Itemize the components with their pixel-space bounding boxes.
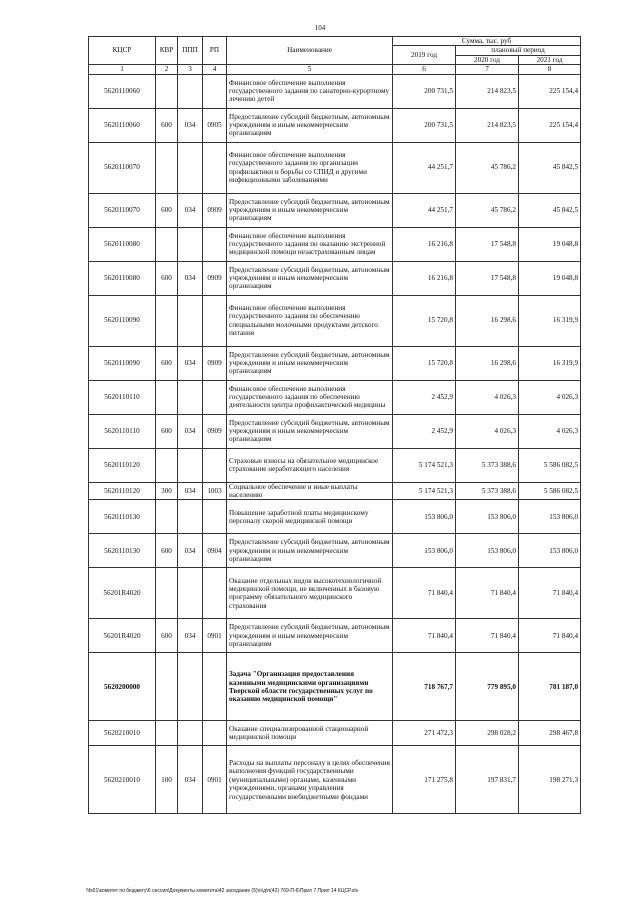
cell-name: Предоставление субсидий бюджетным, автономным учреждениям и иным некоммерческим организациям [227,534,393,568]
cell-2021: 4 026,3 [519,414,581,448]
cell-2021: 4 026,3 [519,380,581,414]
cell-name: Расходы на выплаты персоналу в целях обеспечения выполнения функций государственными (муниципальными) органами, казенными учреждениями, органами управления государственными внебюджетными фондами [227,746,393,814]
cell-2020: 4 026,3 [456,380,519,414]
cell-2019: 71 840,4 [393,568,456,619]
cell-ppp: 034 [178,746,203,814]
cell-name: Финансовое обеспечение выполнения государственного задания по санаторно-курортному лечению детей [227,74,393,108]
cell-2019: 153 806,0 [393,534,456,568]
column-number: 8 [519,65,581,74]
cell-2019: 16 216,8 [393,261,456,295]
cell-2021: 45 842,5 [519,193,581,227]
table-row [89,482,581,500]
cell-name: Предоставление субсидий бюджетным, автономным учреждениям и иным некоммерческим организациям [227,193,393,227]
cell-kcsr: 5620110090 [89,295,156,346]
cell-rp [203,295,227,346]
cell-kvr [156,500,178,534]
cell-2020: 45 786,2 [456,142,519,193]
header-name: Наименование [227,37,393,65]
cell-kcsr: 5620110070 [89,193,156,227]
cell-2019: 71 840,4 [393,619,456,653]
cell-2019: 5 174 521,3 [393,482,456,500]
table-row [89,534,581,568]
cell-ppp: 034 [178,261,203,295]
cell-2021: 16 319,9 [519,295,581,346]
cell-2020: 45 786,2 [456,193,519,227]
cell-ppp: 034 [178,534,203,568]
cell-kcsr: 5620110130 [89,534,156,568]
table-row [89,108,581,142]
cell-name: Финансовое обеспечение выполнения государственного задания по организации профилактики и борьбы со СПИД и другими инфекционными заболеваниями [227,142,393,193]
table-row [89,346,581,380]
cell-kcsr: 5620200000 [89,653,156,721]
cell-2019: 271 472,3 [393,721,456,746]
cell-kcsr: 5620110120 [89,448,156,482]
cell-kvr [156,448,178,482]
cell-rp [203,568,227,619]
cell-kvr: 600 [156,193,178,227]
table-row [89,653,581,721]
cell-kcsr: 56201R4020 [89,568,156,619]
cell-kvr [156,142,178,193]
cell-name: Социальное обеспечение и иные выплаты населению [227,482,393,500]
page-number: 104 [314,24,326,32]
cell-2021: 71 840,4 [519,568,581,619]
table-row [89,227,581,261]
cell-kvr: 600 [156,261,178,295]
cell-kvr: 600 [156,108,178,142]
cell-kvr [156,227,178,261]
cell-2021: 198 271,3 [519,746,581,814]
cell-kvr: 600 [156,346,178,380]
column-number: 6 [393,65,456,74]
header-2021: 2021 год [519,55,581,64]
cell-kvr: 600 [156,534,178,568]
footer-file-path: \\fs01\комитет по бюджету\6 сессия\Документы комитета\42 заседание (5)\п\д\п(42) 769-П-6\Прил 7 Прил 14 КЦСР.xls [86,888,359,894]
cell-kcsr: 5620110080 [89,227,156,261]
cell-2020: 197 831,7 [456,746,519,814]
table-row [89,414,581,448]
cell-rp: 0909 [203,193,227,227]
cell-rp [203,500,227,534]
cell-2021: 225 154,4 [519,74,581,108]
cell-kvr: 300 [156,482,178,500]
cell-2019: 200 731,5 [393,74,456,108]
column-number: 2 [156,65,178,74]
cell-name: Финансовое обеспечение выполнения государственного задания по обеспечению специальными молочными продуктами детского питания [227,295,393,346]
cell-2020: 17 548,8 [456,261,519,295]
cell-name: Предоставление субсидий бюджетным, автономным учреждениям и иным некоммерческим организациям [227,619,393,653]
cell-ppp: 034 [178,193,203,227]
cell-2020: 214 823,5 [456,74,519,108]
cell-rp [203,721,227,746]
cell-rp [203,448,227,482]
cell-rp [203,380,227,414]
cell-2020: 5 373 388,6 [456,482,519,500]
cell-rp [203,142,227,193]
cell-rp: 0909 [203,414,227,448]
cell-kcsr: 5620110060 [89,74,156,108]
cell-kcsr: 5620110070 [89,142,156,193]
cell-ppp [178,448,203,482]
cell-name: Предоставление субсидий бюджетным, автономным учреждениям и иным некоммерческим организациям [227,414,393,448]
cell-2020: 16 298,6 [456,295,519,346]
cell-ppp: 034 [178,619,203,653]
cell-rp: 0905 [203,108,227,142]
cell-ppp [178,721,203,746]
cell-rp [203,227,227,261]
cell-2021: 5 586 082,5 [519,482,581,500]
table-row [89,500,581,534]
table-row [89,142,581,193]
cell-kvr: 100 [156,746,178,814]
cell-2021: 781 187,0 [519,653,581,721]
cell-rp: 0901 [203,619,227,653]
cell-rp [203,653,227,721]
header-planned-period: плановый период [456,46,581,55]
cell-kvr: 600 [156,414,178,448]
column-number: 1 [89,65,156,74]
cell-name: Оказание специализированной стационарной медицинской помощи [227,721,393,746]
cell-kcsr: 5620110110 [89,414,156,448]
cell-kcsr: 5620110120 [89,482,156,500]
cell-kcsr: 56201R4020 [89,619,156,653]
cell-kvr [156,568,178,619]
cell-ppp [178,142,203,193]
cell-2019: 15 720,8 [393,295,456,346]
header-2020: 2020 год [456,55,519,64]
cell-2020: 298 028,2 [456,721,519,746]
header-rp: РП [203,37,227,65]
cell-kvr [156,74,178,108]
cell-name: Оказание отдельных видов высокотехнологичной медицинской помощи, не включенных в базовую программу обязательного медицинского страхования [227,568,393,619]
cell-name: Повышение заработной платы медицинскому персоналу скорой медицинской помощи [227,500,393,534]
column-number: 7 [456,65,519,74]
column-number: 4 [203,65,227,74]
cell-kcsr: 5620110060 [89,108,156,142]
cell-2021: 5 586 082,5 [519,448,581,482]
cell-name: Предоставление субсидий бюджетным, автономным учреждениям и иным некоммерческим организациям [227,346,393,380]
cell-ppp [178,227,203,261]
table-row [89,568,581,619]
header-kvr: КВР [156,37,178,65]
table-header [89,37,581,75]
cell-2019: 2 452,9 [393,380,456,414]
cell-ppp [178,74,203,108]
table-row [89,193,581,227]
table-row [89,448,581,482]
cell-2019: 718 767,7 [393,653,456,721]
cell-2020: 17 548,8 [456,227,519,261]
table-row [89,295,581,346]
cell-ppp: 034 [178,482,203,500]
header-kcsr: КЦСР [89,37,156,65]
cell-kcsr: 5620110130 [89,500,156,534]
cell-ppp [178,653,203,721]
cell-ppp [178,380,203,414]
cell-2019: 2 452,9 [393,414,456,448]
cell-name: Финансовое обеспечение выполнения государственного задания по оказанию экстренной медицинской помощи незастрахованным лицам [227,227,393,261]
cell-2019: 153 806,0 [393,500,456,534]
cell-2019: 15 720,8 [393,346,456,380]
cell-2020: 153 806,0 [456,500,519,534]
cell-kcsr: 5620210010 [89,721,156,746]
cell-2021: 19 048,8 [519,261,581,295]
cell-2020: 16 298,6 [456,346,519,380]
table-row [89,746,581,814]
cell-2019: 44 251,7 [393,142,456,193]
cell-2019: 171 275,8 [393,746,456,814]
cell-2020: 4 026,3 [456,414,519,448]
cell-2019: 5 174 521,3 [393,448,456,482]
cell-2020: 214 823,5 [456,108,519,142]
cell-name: Задача "Организация предоставления казенными медицинскими организациями Тверской области государственных услуг по оказанию медицинской помощи" [227,653,393,721]
cell-2021: 153 806,0 [519,500,581,534]
cell-kvr [156,295,178,346]
cell-2021: 71 840,4 [519,619,581,653]
cell-2020: 5 373 388,6 [456,448,519,482]
cell-2021: 298 467,8 [519,721,581,746]
cell-2021: 153 806,0 [519,534,581,568]
cell-2020: 71 840,4 [456,619,519,653]
cell-kcsr: 5620110090 [89,346,156,380]
header-sum: Сумма, тыс. руб [393,37,581,46]
cell-2021: 19 048,8 [519,227,581,261]
cell-2020: 71 840,4 [456,568,519,619]
cell-kcsr: 5620210010 [89,746,156,814]
cell-kvr [156,721,178,746]
table-row [89,380,581,414]
cell-ppp [178,295,203,346]
table-row [89,619,581,653]
cell-name: Финансовое обеспечение выполнения государственного задания по обеспечению деятельности центра профилактической медицины [227,380,393,414]
table-row [89,74,581,108]
table-body [89,74,581,814]
header-2019: 2019 год [393,46,456,65]
column-numbers-row [89,65,581,74]
cell-name: Предоставление субсидий бюджетным, автономным учреждениям и иным некоммерческим организациям [227,108,393,142]
cell-kvr [156,380,178,414]
cell-2021: 16 319,9 [519,346,581,380]
cell-name: Страховые взносы на обязательное медицинское страхование неработающего населения [227,448,393,482]
cell-rp: 0901 [203,746,227,814]
cell-2019: 16 216,8 [393,227,456,261]
table-row [89,721,581,746]
cell-rp: 0909 [203,261,227,295]
cell-rp: 1003 [203,482,227,500]
cell-ppp [178,568,203,619]
cell-rp: 0904 [203,534,227,568]
cell-2019: 200 731,5 [393,108,456,142]
cell-kcsr: 5620110080 [89,261,156,295]
cell-ppp: 034 [178,414,203,448]
cell-kvr [156,653,178,721]
cell-rp: 0909 [203,346,227,380]
header-ppp: ППП [178,37,203,65]
cell-kcsr: 5620110110 [89,380,156,414]
cell-2020: 779 895,0 [456,653,519,721]
cell-2021: 45 842,5 [519,142,581,193]
cell-kvr: 600 [156,619,178,653]
cell-2021: 225 154,4 [519,108,581,142]
cell-name: Предоставление субсидий бюджетным, автономным учреждениям и иным некоммерческим организациям [227,261,393,295]
cell-ppp [178,500,203,534]
table-row [89,261,581,295]
cell-ppp: 034 [178,346,203,380]
cell-ppp: 034 [178,108,203,142]
cell-2019: 44 251,7 [393,193,456,227]
column-number: 3 [178,65,203,74]
budget-table [88,36,581,814]
cell-2020: 153 806,0 [456,534,519,568]
cell-rp [203,74,227,108]
column-number: 5 [227,65,393,74]
